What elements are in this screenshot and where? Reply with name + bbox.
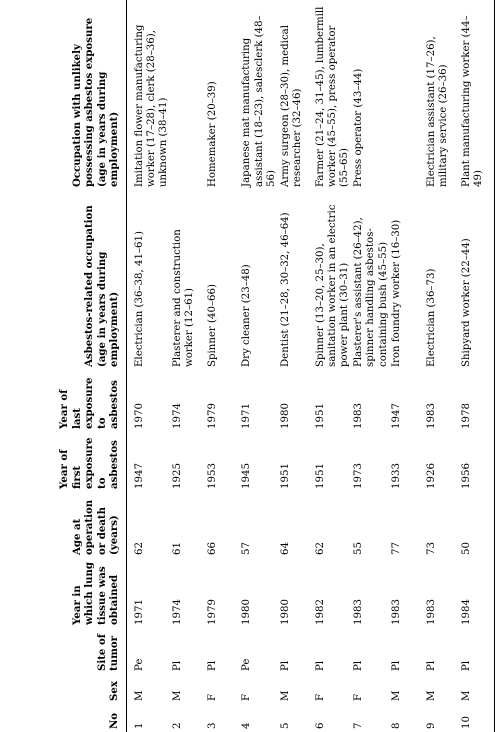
cell-age: 77 [391,542,403,555]
header-no: No [0,704,126,732]
cell-year-obtained: 1984 [460,558,495,628]
cell-no: 6 [314,722,326,729]
table-row [425,0,460,732]
cell-site: Pl [279,660,291,671]
cell-no: 4 [241,722,253,729]
cell-site: Pl [206,660,218,671]
cell-asbestos-occupation: Dry cleaner (23–48) [241,264,253,367]
header-age: Age at operation or death (years) [0,492,126,558]
cell-asbestos-occupation: Electrician (36–73) [425,268,437,367]
cell-asbestos-occupation: Iron foundry worker (16–30) [391,219,403,367]
cell-site: Pl [391,660,403,671]
cell-site: Pl [352,660,364,671]
cell-asbestos-occupation: Plasterer and construction worker (12–61) [171,229,196,367]
cell-year-obtained: 1983 [425,599,437,625]
cell-no: 2 [171,722,183,729]
cell-no: 8 [391,722,403,729]
cell-no: 10 [460,704,495,732]
cell-age: 64 [279,542,291,555]
cell-asbestos-occupation: Spinner (40–66) [206,284,218,367]
cell-year-obtained: 1983 [391,599,403,625]
cell-year-obtained: 1974 [171,599,183,625]
cell-age: 62 [314,542,326,555]
cell-first-exposure: 1951 [279,463,291,489]
table-row [390,0,425,732]
cell-sex: M [133,690,145,701]
header-asbestos-occupation: Asbestos-related occupation (age in years during employment) [0,190,126,370]
header-other-occupation: Occupation with unlikely possessing asbestos exposure (age in years during employment) [0,0,126,190]
cell-first-exposure: 1956 [460,432,495,492]
cell-age: 55 [352,542,364,555]
cell-asbestos-occupation: Electrician (36–38, 41–61) [133,231,145,367]
table-row [352,0,390,732]
cell-first-exposure: 1945 [241,463,253,489]
cell-first-exposure: 1933 [391,463,403,489]
header-row [0,0,126,732]
cell-last-exposure: 1983 [425,403,437,429]
cell-last-exposure: 1974 [171,403,183,429]
cell-site: Pe [133,658,145,671]
table-row [126,0,171,732]
cell-age: 61 [171,542,183,555]
cell-asbestos-occupation: Spinner (13–20, 25–30), sanitation worker in an electric power plant (30–31) [314,204,351,367]
cell-sex: F [352,693,364,701]
cell-other-occupation [390,0,425,190]
cell-last-exposure: 1979 [206,403,218,429]
cell-last-exposure: 1970 [133,403,145,429]
cell-last-exposure: 1983 [352,403,364,429]
cell-last-exposure: 1951 [314,403,326,429]
cell-age: 57 [241,542,253,555]
cell-age: 50 [460,492,495,558]
cell-site: Pe [241,658,253,671]
table-row [206,0,241,732]
cell-age: 62 [133,542,145,555]
table-row [279,0,314,732]
table-row [460,0,495,732]
cell-sex: M [460,674,495,704]
cell-year-obtained: 1980 [241,599,253,625]
cell-last-exposure: 1978 [460,370,495,432]
cell-asbestos-occupation: Dentist (21–28, 30–32, 46–64) [279,212,291,367]
cell-sex: M [171,690,183,701]
cell-other-occupation: Imitation flower manufacturing worker (17–28), clerk (28–36), unknown (38–41) [133,24,170,187]
cell-no: 5 [279,722,291,729]
header-last-exposure: Year of last exposure to asbestos [0,370,126,432]
header-site: Site of tumor [0,628,126,674]
cell-no: 9 [425,722,437,729]
cell-site: Pl [314,660,326,671]
cell-asbestos-occupation: Shipyard worker (22–44) [460,190,495,370]
cell-year-obtained: 1980 [279,599,291,625]
cell-age: 66 [206,542,218,555]
cell-first-exposure: 1953 [206,463,218,489]
cell-other-occupation: Press operator (43–44) [352,68,364,187]
table-body [126,0,495,732]
cell-other-occupation: Electrician assistant (17–26), military service (26–36) [425,36,450,187]
cell-other-occupation [171,0,206,190]
cell-other-occupation: Homemaker (20–39) [206,81,218,187]
header-sex: Sex [0,674,126,704]
cell-other-occupation: Plant manufacturing worker (44–49) [460,0,495,190]
cell-last-exposure: 1980 [279,403,291,429]
cell-no: 3 [206,722,218,729]
cell-year-obtained: 1979 [206,599,218,625]
cell-first-exposure: 1973 [352,463,364,489]
cell-first-exposure: 1947 [133,463,145,489]
cell-no: 7 [352,722,364,729]
cell-first-exposure: 1951 [314,463,326,489]
cell-first-exposure: 1926 [425,463,437,489]
cell-year-obtained: 1971 [133,599,145,625]
header-first-exposure: Year of first exposure to asbestos [0,432,126,492]
cell-year-obtained: 1982 [314,599,326,625]
cell-site: Pl [171,660,183,671]
cell-other-occupation: Japanese mat manufacturing assistant (18–23), salesclerk (48–56) [241,15,278,187]
cell-site: Pl [425,660,437,671]
table-row [240,0,278,732]
cell-last-exposure: 1971 [241,403,253,429]
header-year-obtained: Year in which lung tissue was obtained [0,558,126,628]
cell-sex: M [425,690,437,701]
cell-no: 1 [133,722,145,729]
cell-sex: M [391,690,403,701]
cell-other-occupation: Army surgeon (28–30), medical researcher (32–46) [279,25,304,187]
cell-other-occupation: Farmer (21–24, 31–45), lumbermill worker (45–55), press operator (55–65) [314,6,351,187]
cell-age: 73 [425,542,437,555]
cell-sex: F [314,693,326,701]
cell-sex: M [279,690,291,701]
cell-last-exposure: 1947 [391,403,403,429]
cell-first-exposure: 1925 [171,463,183,489]
cell-year-obtained: 1983 [352,599,364,625]
cell-sex: F [241,693,253,701]
cell-sex: F [206,693,218,701]
cell-site: Pl [460,628,495,674]
table-row [314,0,352,732]
cell-asbestos-occupation: Plasterer's assistant (26–42), spinner handling asbestos-containing bush (45–55) [352,217,389,367]
table-row [171,0,206,732]
